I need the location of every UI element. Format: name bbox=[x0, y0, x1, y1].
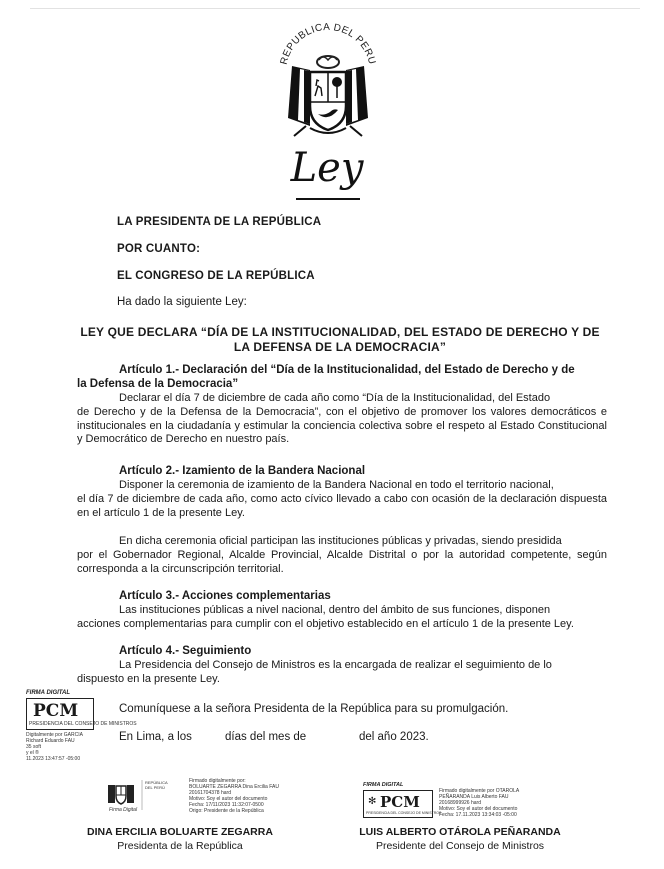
title-underline bbox=[296, 198, 360, 200]
document-type-title: Ley bbox=[290, 145, 364, 191]
article-4-text-first-line: La Presidencia del Consejo de Ministros es la encargada de realizar el seguimiento de lo bbox=[119, 659, 552, 671]
pcm-title: Presidente del Consejo de Ministros bbox=[375, 840, 545, 852]
closing-days-label: días del mes de bbox=[225, 731, 307, 743]
law-title-line2: LA DEFENSA DE LA DEMOCRACIA” bbox=[233, 340, 447, 354]
left-stamp-box bbox=[26, 698, 137, 730]
left-stamp-header: FIRMA DIGITAL bbox=[26, 690, 70, 696]
president-digital-stamp bbox=[105, 778, 279, 814]
left-stamp-logo: PCM bbox=[33, 701, 79, 721]
left-stamp-detail: Digitalmente por GARCIA bbox=[26, 732, 83, 738]
coat-of-arms-emblem bbox=[270, 14, 386, 154]
closing-year-label: del año 2023. bbox=[359, 731, 429, 743]
pcm-stamp-subtitle: PRESIDENCIA DEL CONSEJO DE MINISTROS bbox=[366, 811, 442, 815]
pcm-star-icon: ✻ bbox=[368, 796, 377, 807]
article-2-text-first-line: Disponer la ceremonia de izamiento de la Bandera Nacional en todo el territorio nacional, bbox=[119, 479, 554, 491]
president-name: DINA ERCILIA BOLUARTE ZEGARRA bbox=[87, 826, 273, 838]
president-stamp-detail: Firmado digitalmente por: bbox=[189, 778, 246, 784]
pcm-stamp-detail: Motivo: Soy el autor del documento bbox=[439, 806, 518, 812]
left-digital-stamp bbox=[26, 690, 137, 762]
law-title-line1: LEY QUE DECLARA “DÍA DE LA INSTITUCIONALIDAD, DEL ESTADO DE DERECHO Y DE bbox=[80, 325, 600, 339]
stamp-brand-text: REPÚBLICA DEL PERÚ bbox=[145, 780, 168, 790]
article-3-text-first-line: Las instituciones públicas a nivel nacional, dentro del ámbito de sus funciones, disponen bbox=[119, 604, 551, 616]
seal-arc-text: REPUBLICA DEL PERU bbox=[278, 21, 378, 66]
stamp-divider bbox=[141, 780, 143, 810]
pcm-stamp-detail: 20168999926 hard bbox=[439, 800, 481, 806]
article-4-heading: Artículo 4.- Seguimiento bbox=[119, 645, 252, 657]
president-title: Presidenta de la República bbox=[117, 840, 243, 852]
pcm-stamp-logo: PCM bbox=[380, 793, 420, 811]
closing-communique: Comuníquese a la señora Presidenta de la República para su promulgación. bbox=[119, 703, 509, 715]
header-intro: Ha dado la siguiente Ley: bbox=[117, 296, 247, 308]
president-stamp-detail: Motivo: Soy el autor del documento bbox=[189, 796, 268, 802]
article-2-text2-first-line: En dicha ceremonia oficial participan las instituciones públicas y privadas, siendo presidida bbox=[119, 535, 562, 547]
article-3-heading: Artículo 3.- Acciones complementarias bbox=[119, 590, 331, 602]
left-stamp-detail: 11.2023 13:47:57 -05:00 bbox=[26, 756, 81, 762]
article-1-text: de Derecho y de la Defensa de la Democracia”, con el objetivo de promover los valores democráticos e institucionales en la ciudadanía y estimular la conciencia colectiva sobre el respeto al Estado Constitucional y Democrático de Derecho en nuestro país. bbox=[77, 406, 607, 446]
peru-shield-icon bbox=[107, 782, 135, 806]
article-1-text-first-line: Declarar el día 7 de diciembre de cada año como “Día de la Institucionalidad, del Estado bbox=[119, 392, 551, 404]
pcm-stamp-details bbox=[439, 788, 599, 818]
president-stamp-detail: Fecha: 17/11/2023 11:32:07-0500 bbox=[189, 802, 264, 808]
left-stamp-detail: Richard Eduardo FAU bbox=[26, 738, 75, 744]
pcm-stamp-header: FIRMA DIGITAL bbox=[363, 782, 404, 788]
article-4-text: dispuesto en la presente Ley. bbox=[77, 673, 220, 685]
article-2-text2: por el Gobernador Regional, Alcalde Provincial, Alcalde Distrital o por la autoridad competente, según corresponda a la circunscripción territorial. bbox=[77, 549, 607, 575]
pcm-stamp-detail: Firmado digitalmente por OTAROLA bbox=[439, 788, 520, 794]
president-stamp-detail: Origo: Presidente de la República bbox=[189, 808, 264, 814]
article-2-heading: Artículo 2.- Izamiento de la Bandera Nacional bbox=[119, 465, 366, 477]
left-stamp-subtitle: PRESIDENCIA DEL CONSEJO DE MINISTROS bbox=[29, 721, 137, 727]
president-stamp-caption: Firma Digital bbox=[109, 807, 138, 813]
left-stamp-detail: 35 soft bbox=[26, 744, 42, 750]
president-stamp-detail: BOLUARTE ZEGARRA Dina Ercilia FAU bbox=[189, 784, 279, 790]
header-congress: EL CONGRESO DE LA REPÚBLICA bbox=[117, 270, 315, 282]
pcm-stamp-detail: PEÑARANDA Luis Alberto FAU bbox=[439, 794, 509, 800]
pcm-stamp-detail: Fecha: 17.11.2023 13:34:03 -05:00 bbox=[439, 812, 517, 818]
pcm-digital-stamp bbox=[363, 782, 603, 822]
article-2-text: el día 7 de diciembre de cada año, como acto cívico llevado a cabo con ocasión de la declaración dispuesta en el artículo 1 de la presente Ley. bbox=[77, 493, 607, 519]
header-por-cuanto: POR CUANTO: bbox=[117, 243, 201, 255]
article-3-text: acciones complementarias para cumplir con el objetivo establecido en el artículo 1 de la presente Ley. bbox=[77, 618, 574, 630]
left-stamp-detail: y el ® bbox=[26, 750, 39, 756]
president-stamp-details bbox=[189, 778, 309, 814]
pcm-name: LUIS ALBERTO OTÁROLA PEÑARANDA bbox=[359, 826, 561, 838]
article-1-heading-line1: Artículo 1.- Declaración del “Día de la Institucionalidad, del Estado de Derecho y de bbox=[119, 364, 575, 376]
header-president: LA PRESIDENTA DE LA REPÚBLICA bbox=[117, 216, 322, 228]
article-1-heading-line2: la Defensa de la Democracia” bbox=[77, 378, 239, 390]
pcm-stamp-box bbox=[363, 790, 442, 818]
closing-place-prefix: En Lima, a los bbox=[119, 731, 192, 743]
president-stamp-detail: 20161704378 hard bbox=[189, 790, 231, 796]
page-top-rule bbox=[30, 8, 640, 9]
